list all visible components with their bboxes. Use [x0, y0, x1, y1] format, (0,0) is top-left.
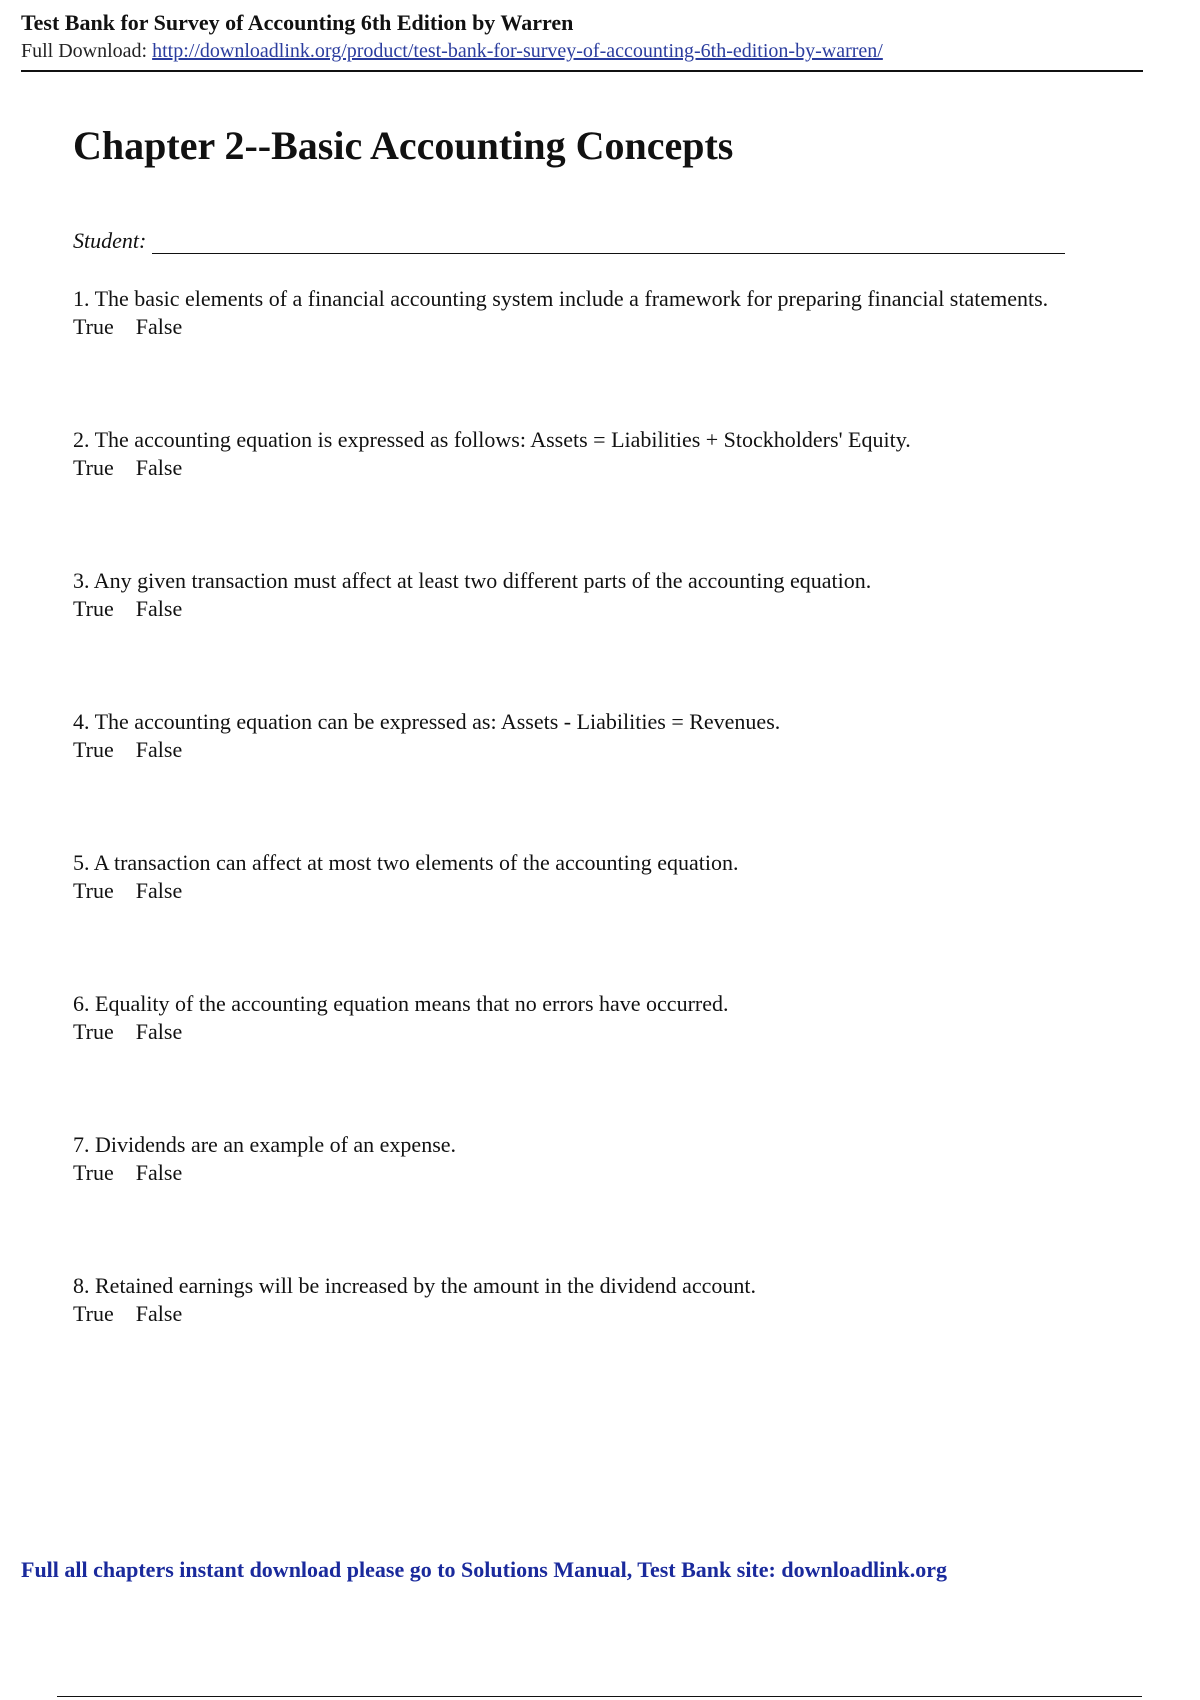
chapter-title: Chapter 2--Basic Accounting Concepts [73, 123, 734, 168]
question-text: 2. The accounting equation is expressed as follows: Assets = Liabilities + Stockholders' Equity. [73, 427, 911, 452]
question-7 [73, 1131, 1183, 1187]
answer-options [73, 1300, 1183, 1328]
question-4 [73, 708, 1183, 764]
option-false[interactable]: False [135, 455, 183, 480]
question-text: 6. Equality of the accounting equation means that no errors have occurred. [73, 991, 729, 1016]
option-false[interactable]: False [135, 1301, 183, 1326]
question-text: 8. Retained earnings will be increased by the amount in the dividend account. [73, 1273, 757, 1298]
question-6 [73, 990, 1183, 1046]
option-true[interactable]: True [73, 1019, 114, 1044]
student-name-field[interactable] [152, 231, 1065, 254]
option-true[interactable]: True [73, 1160, 114, 1185]
answer-options [73, 313, 1183, 341]
question-1 [73, 285, 1183, 341]
question-2 [73, 426, 1183, 482]
option-false[interactable]: False [135, 1019, 183, 1044]
option-false[interactable]: False [135, 1160, 183, 1185]
option-true[interactable]: True [73, 878, 114, 903]
option-true[interactable]: True [73, 1301, 114, 1326]
question-3 [73, 567, 1183, 623]
bottom-divider [57, 1696, 1142, 1697]
question-text: 1. The basic elements of a financial accounting system include a framework for preparing financial statements. [73, 286, 1049, 311]
question-text: 4. The accounting equation can be expressed as: Assets - Liabilities = Revenues. [73, 709, 781, 734]
option-false[interactable]: False [135, 737, 183, 762]
footer-promo-text: Full all chapters instant download please go to Solutions Manual, Test Bank site: downloadlink.org [21, 1557, 948, 1582]
answer-options [73, 736, 1183, 764]
download-line [21, 40, 1143, 72]
answer-options [73, 1018, 1183, 1046]
download-label: Full Download: [21, 40, 153, 62]
document-header-title: Test Bank for Survey of Accounting 6th Edition by Warren [21, 10, 574, 35]
question-text: 7. Dividends are an example of an expense. [73, 1132, 457, 1157]
answer-options [73, 454, 1183, 482]
question-5 [73, 849, 1183, 905]
student-label: Student: [73, 228, 147, 253]
question-text: 5. A transaction can affect at most two elements of the accounting equation. [73, 850, 739, 875]
option-false[interactable]: False [135, 314, 183, 339]
answer-options [73, 1159, 1183, 1187]
download-link[interactable]: http://downloadlink.org/product/test-bank-for-survey-of-accounting-6th-edition-by-warren/ [152, 40, 883, 62]
question-8 [73, 1272, 1183, 1328]
option-false[interactable]: False [135, 878, 183, 903]
option-true[interactable]: True [73, 596, 114, 621]
answer-options [73, 595, 1183, 623]
option-true[interactable]: True [73, 455, 114, 480]
question-text: 3. Any given transaction must affect at least two different parts of the accounting equation. [73, 568, 872, 593]
option-true[interactable]: True [73, 737, 114, 762]
option-true[interactable]: True [73, 314, 114, 339]
student-name-row [73, 228, 1065, 254]
option-false[interactable]: False [135, 596, 183, 621]
answer-options [73, 877, 1183, 905]
